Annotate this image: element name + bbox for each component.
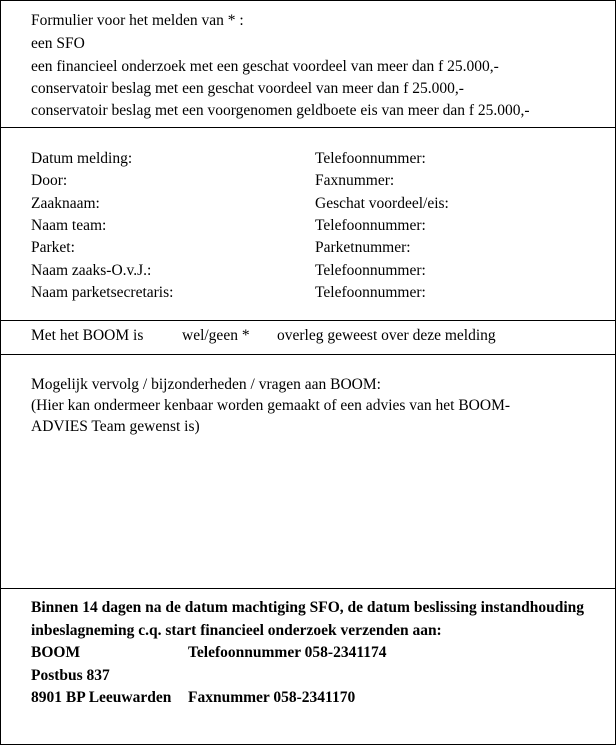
boom-check-suffix: overleg geweest over deze melding: [277, 327, 496, 344]
followup-section: [1, 354, 615, 588]
followup-note-line2: ADVIES Team gewenst is): [31, 418, 200, 435]
submit-postbus: Postbus 837: [31, 667, 110, 684]
field-label-fax: Faxnummer:: [315, 172, 395, 189]
submit-instruction-line2: inbeslagneming c.q. start financieel onderzoek verzenden aan:: [31, 622, 442, 639]
submission-section: [1, 588, 615, 744]
field-label-estimated-benefit: Geschat voordeel/eis:: [315, 195, 449, 212]
field-label-prosecutor: Naam zaaks-O.v.J.:: [31, 262, 152, 279]
option-sfo: een SFO: [31, 35, 85, 52]
form-header-section: [1, 1, 615, 127]
followup-note-line1: (Hier kan ondermeer kenbaar worden gemaakt of een advies van het BOOM-: [31, 397, 511, 414]
option-seizure-fine: conservatoir beslag met een voorgenomen geldboete eis van meer dan f 25.000,-: [31, 102, 530, 119]
form-fields-section: [1, 127, 615, 320]
submit-phone: Telefoonnummer 058-2341174: [188, 644, 387, 661]
followup-heading: Mogelijk vervolg / bijzonderheden / vragen aan BOOM:: [31, 376, 381, 393]
submit-instruction-line1: Binnen 14 dagen na de datum machtiging SFO, de datum beslissing instandhouding: [31, 599, 584, 616]
field-label-case-name: Zaaknaam:: [31, 195, 100, 212]
field-label-report-date: Datum melding:: [31, 150, 133, 167]
field-label-office-secretary: Naam parketsecretaris:: [31, 284, 174, 301]
option-financial-investigation: een financieel onderzoek met een geschat voordeel van meer dan f 25.000,-: [31, 58, 499, 75]
boom-consultation-section: [1, 320, 615, 354]
submit-org: BOOM: [31, 644, 81, 661]
field-label-team-name: Naam team:: [31, 217, 107, 234]
field-label-phone-2: Telefoonnummer:: [315, 217, 426, 234]
form-title: Formulier voor het melden van * :: [31, 12, 244, 29]
field-label-phone-3: Telefoonnummer:: [315, 262, 426, 279]
boom-check-prefix: Met het BOOM is: [31, 327, 144, 344]
field-label-office: Parket:: [31, 239, 75, 256]
field-label-by: Door:: [31, 172, 68, 189]
boom-check-choice: wel/geen *: [182, 327, 250, 344]
option-seizure-benefit: conservatoir beslag met een geschat voordeel van meer dan f 25.000,-: [31, 80, 464, 97]
field-label-phone-4: Telefoonnummer:: [315, 284, 426, 301]
submit-fax: Faxnummer 058-2341170: [188, 689, 356, 706]
field-label-phone-1: Telefoonnummer:: [315, 150, 426, 167]
submit-city: 8901 BP Leeuwarden: [31, 689, 172, 706]
field-label-office-number: Parketnummer:: [315, 239, 411, 256]
